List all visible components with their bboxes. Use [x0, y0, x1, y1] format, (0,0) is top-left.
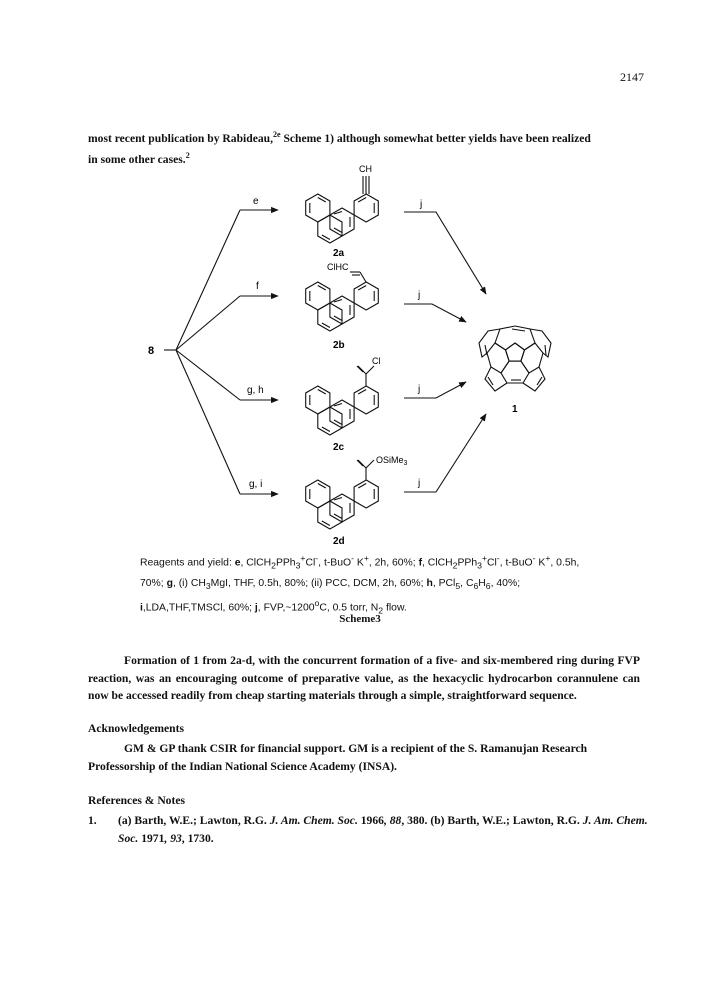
compound-label: 2b: [333, 340, 345, 351]
arrow-label: j: [418, 290, 421, 301]
scheme-caption: Reagents and yield: e, ClCH$_2$PPh$_3$+Cl-, t-BuO- K+, 2h, 60%; f, ClCH$_2$PPh$_3$+Cl-, t-BuO- K+, 0.5h, 70%; g, (i) $CH_3MgI$, THF, 0.5h, 80%; (ii) PCC, DCM, 2h, 60%; h, PCl$_5$, $C_6H_6$, 40%; i,LDA,THF,TMSCl, 60%; j, FVP,~1200$^o$C, 0.5 torr, $N_2$ flow.: [140, 553, 580, 616]
intro-text: in some other cases.: [88, 153, 186, 167]
row-2d: [240, 414, 486, 547]
reagent-label: f: [256, 281, 259, 292]
acknowledgements-text: GM & GP thank CSIR for financial support. GM is a recipient of the S. Ramanujan Research Professorship of the Indian National Science Academy (INSA).: [88, 742, 588, 773]
intro-ref: 2: [185, 151, 190, 161]
formation-paragraph: Formation of 1 from 2a-d, with the concurrent formation of a five- and six-membered ring during FVP reaction, was an encouraging outcome of preparative value, as the hexacyclic hydrocarbon corannulene can now be accessed readily from cheap starting materials through a simple, straightforward sequence.: [88, 654, 640, 702]
reagent-label: e: [253, 196, 259, 207]
substituent-label: Cl: [372, 356, 381, 366]
substituent-label: CH: [359, 164, 372, 174]
row-2b: [240, 262, 466, 351]
compound-label: 2d: [333, 536, 345, 547]
page-number: 2147: [620, 70, 644, 84]
substituent-label: OSiMe$_3$: [376, 455, 408, 467]
compound-label: 2a: [333, 248, 345, 259]
scheme-title: Scheme3: [339, 613, 381, 625]
arrow-label: j: [418, 384, 421, 395]
intro-text: most recent publication by Rabideau,: [88, 131, 273, 145]
reference-number: 1.: [88, 814, 97, 827]
substituent-label: ClHC: [327, 262, 349, 272]
row-2c: [240, 356, 466, 453]
intro-text: Scheme 1) although somewhat better yields have been realized: [280, 131, 591, 145]
row-2a: [240, 164, 486, 294]
reference-text: (a) Barth, W.E.; Lawton, R.G. J. Am. Chem. Soc. 1966, 88, 380. (b) Barth, W.E.; Lawton, R.G. J. Am. Chem. Soc. 1971, 93, 1730.: [118, 814, 648, 845]
intro-ref: 2e: [272, 130, 281, 139]
references-heading: References & Notes: [88, 794, 186, 807]
product-label: 1: [512, 404, 518, 415]
reagent-label: g, i: [249, 479, 263, 490]
start-compound-label: 8: [148, 345, 155, 357]
arrow-label: j: [418, 478, 421, 489]
compound-label: 2c: [333, 442, 345, 453]
reagent-label: g, h: [247, 385, 264, 396]
acknowledgements-heading: Acknowledgements: [88, 722, 184, 735]
arrow-label: j: [420, 199, 423, 210]
branch-lines: [164, 210, 240, 494]
corannulene-structure: [479, 326, 551, 391]
